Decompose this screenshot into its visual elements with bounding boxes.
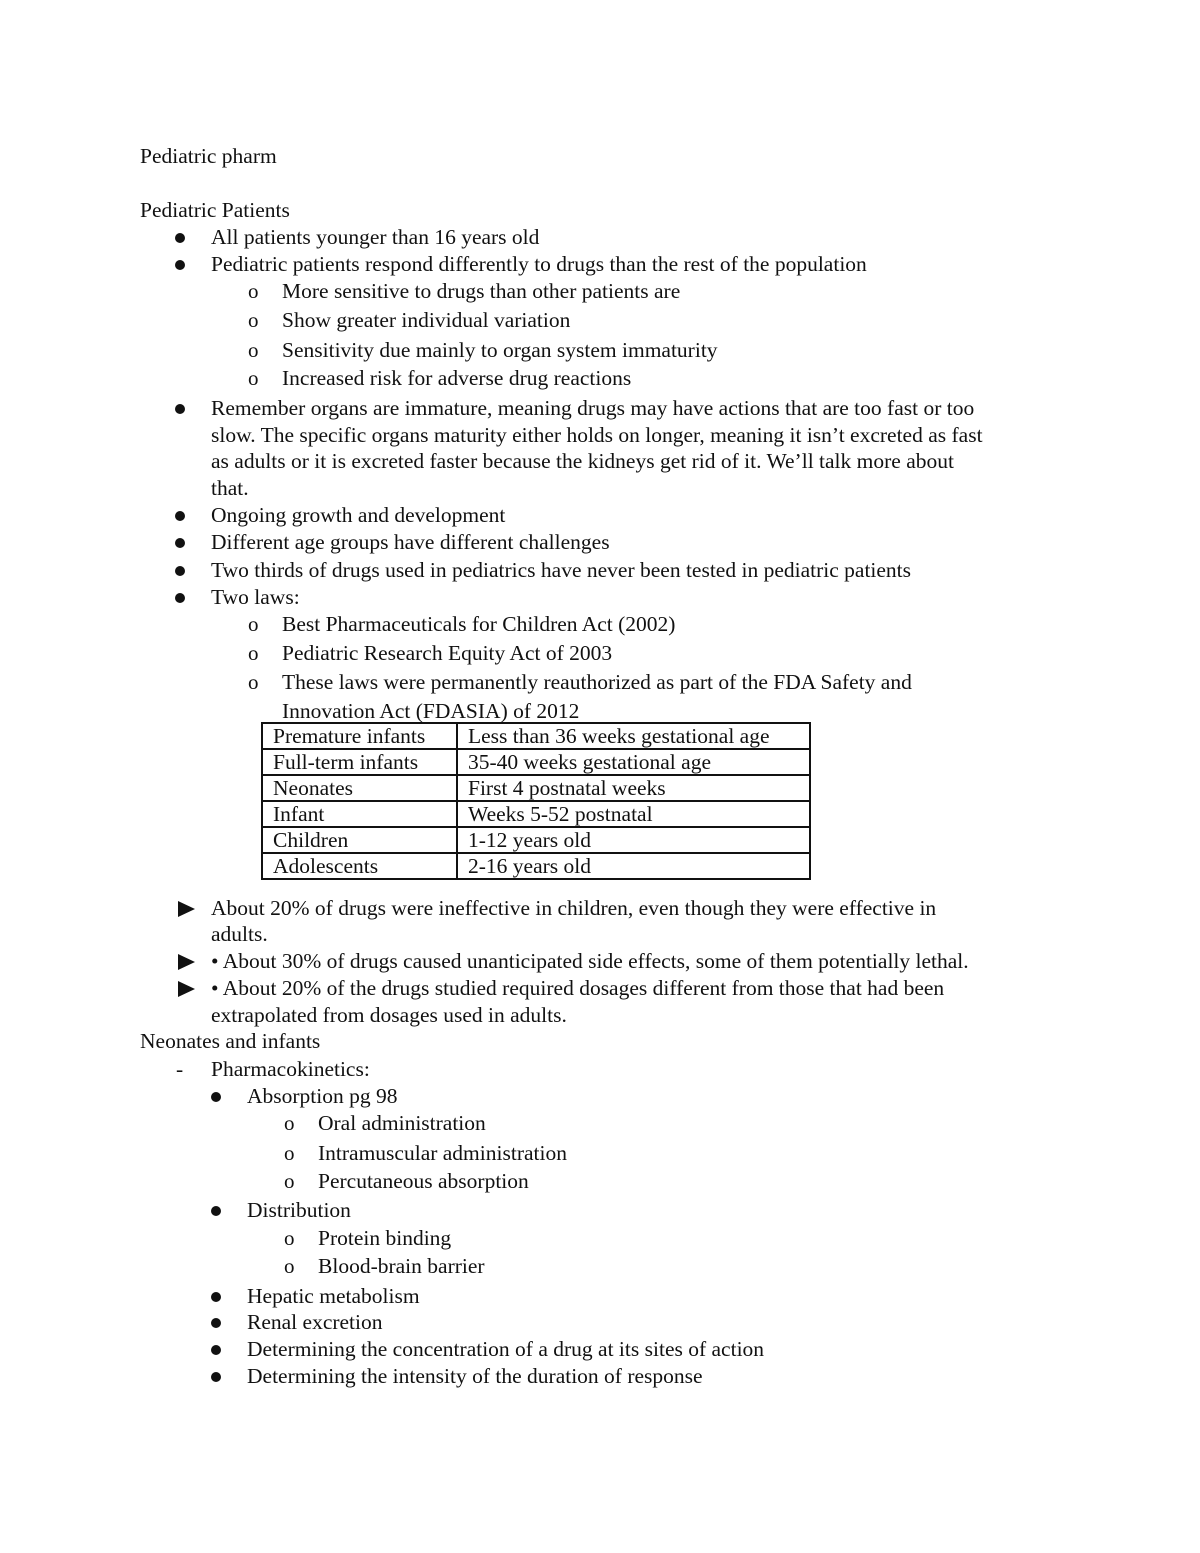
sub-bullet-item: Blood-brain barrier	[318, 1254, 485, 1278]
bullet-item-line: Remember organs are immature, meaning drugs may have actions that are too fast or too	[211, 396, 975, 420]
bullet-item-line: slow. The specific organs maturity either holds on longer, meaning it isn’t excreted as fast	[211, 423, 983, 447]
sub-bullet-item: Intramuscular administration	[318, 1141, 567, 1165]
section-heading-pediatric-patients: Pediatric Patients	[140, 198, 290, 222]
document-page: Pediatric pharm Pediatric Patients All patients younger than 16 years old Pediatric patients respond differently to drugs than the rest of the population o More sensitive to drugs than other patients are o Show greater individual variation o Sensitivity due mainly to organ system immaturity o Increased risk for adverse drug reactions Remember organs are immature, meaning drugs may have actions that are too fast or too slow. The specific organs maturity either holds on longer, meaning it isn’t excreted as fast as adults or it is excreted faster because the kidneys get rid of it. We’ll talk more about that. Ongoing growth and development Different age groups have different challenges Two thirds of drugs used in pediatrics have never been tested in pediatric patients Two laws: o Best Pharmaceuticals for Children Act (2002) o Pediatric Research Equity Act of 2003 o These laws were permanently reauthorized as part of the FDA Safety and Innovation Act (FDASIA) of 2012 Premature infants Less than 36 weeks gestational age Full-term infants 35-40 weeks gestational age Neonates First 4 postnatal weeks Infant Weeks 5-52 postnatal Children 1-12 years old Adolescents 2-16 years old About 20% of drugs were ineffective in children, even though they were effective in adults. • About 30% of drugs caused unanticipated side effects, some of them potentially lethal. • About 20% of the drugs studied required dosages different from those that had been extrapolated from dosages used in adults. Neonates and infants - Pharmacokinetics: Absorption pg 98 o Oral administration o Intramuscular administration o Percutaneous absorption Distribution o Protein binding o Blood-brain barrier Hepatic metabolism Renal excretion Determining the concentration of a drug at its sites of action Determining the intensity of the duration of response	[140, 144, 983, 1388]
table-cell-definition: 35-40 weeks gestational age	[457, 749, 810, 775]
arrow-item-line: • About 20% of the drugs studied required dosages different from those that had been	[211, 976, 945, 1000]
arrow-item: • About 30% of drugs caused unanticipated side effects, some of them potentially lethal.	[211, 949, 969, 973]
bullet-item: Hepatic metabolism	[247, 1284, 420, 1308]
bullet-item: All patients younger than 16 years old	[211, 225, 540, 249]
table-cell-definition: Weeks 5-52 postnatal	[457, 801, 810, 827]
dash-item: Pharmacokinetics:	[211, 1057, 370, 1081]
table-row	[262, 723, 810, 749]
age-group-table	[261, 722, 811, 880]
bullet-item-line: as adults or it is excreted faster because the kidneys get rid of it. We’ll talk more about	[211, 449, 954, 473]
sub-bullet-item: Best Pharmaceuticals for Children Act (2002)	[282, 612, 676, 636]
document-title: Pediatric pharm	[140, 144, 277, 168]
bullet-item: Renal excretion	[247, 1310, 383, 1334]
table-cell-definition: 2-16 years old	[457, 853, 810, 879]
sub-bullet-item: Show greater individual variation	[282, 308, 571, 332]
table-row	[262, 749, 810, 775]
bullet-item: Different age groups have different challenges	[211, 530, 610, 554]
sub-bullet-item: Percutaneous absorption	[318, 1169, 529, 1193]
arrow-item-line: adults.	[211, 922, 268, 946]
arrow-item-line: About 20% of drugs were ineffective in children, even though they were effective in	[211, 896, 937, 920]
sub-bullet-item: Increased risk for adverse drug reactions	[282, 366, 632, 390]
table-cell-group: Adolescents	[262, 853, 457, 879]
table-row	[262, 827, 810, 853]
bullet-item: Determining the concentration of a drug at its sites of action	[247, 1337, 765, 1361]
sub-bullet-item-line: Innovation Act (FDASIA) of 2012	[282, 699, 580, 723]
table-cell-definition: 1-12 years old	[457, 827, 810, 853]
bullet-item: Distribution	[247, 1198, 351, 1222]
sub-bullet-item: Protein binding	[318, 1226, 452, 1250]
table-cell-group: Neonates	[262, 775, 457, 801]
table-row	[262, 775, 810, 801]
table-cell-group: Infant	[262, 801, 457, 827]
arrow-item-line: extrapolated from dosages used in adults.	[211, 1003, 567, 1027]
sub-bullet-item: Pediatric Research Equity Act of 2003	[282, 641, 613, 665]
sub-bullet-item: Oral administration	[318, 1111, 486, 1135]
sub-bullet-item-line: These laws were permanently reauthorized as part of the FDA Safety and	[282, 670, 912, 694]
table-row	[262, 853, 810, 879]
table-cell-group: Full-term infants	[262, 749, 457, 775]
table-row	[262, 801, 810, 827]
bullet-item: Pediatric patients respond differently to drugs than the rest of the population	[211, 252, 867, 276]
table-cell-definition: First 4 postnatal weeks	[457, 775, 810, 801]
bullet-item-line: that.	[211, 476, 249, 500]
sub-bullet-item: Sensitivity due mainly to organ system immaturity	[282, 338, 718, 362]
section-heading-neonates-infants: Neonates and infants	[140, 1029, 321, 1053]
bullet-item: Two laws:	[211, 585, 300, 609]
sub-bullet-item: More sensitive to drugs than other patients are	[282, 279, 681, 303]
bullet-item: Ongoing growth and development	[211, 503, 506, 527]
bullet-item: Two thirds of drugs used in pediatrics have never been tested in pediatric patients	[211, 558, 912, 582]
bullet-item: Determining the intensity of the duration of response	[247, 1364, 703, 1388]
table-cell-definition: Less than 36 weeks gestational age	[457, 723, 810, 749]
bullet-item: Absorption pg 98	[247, 1084, 398, 1108]
table-cell-group: Children	[262, 827, 457, 853]
table-cell-group: Premature infants	[262, 723, 457, 749]
